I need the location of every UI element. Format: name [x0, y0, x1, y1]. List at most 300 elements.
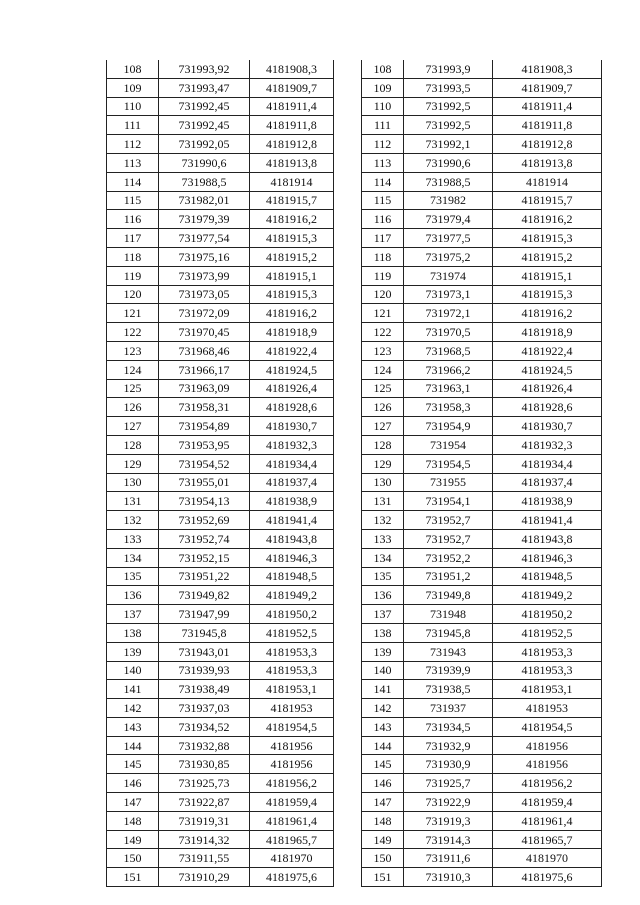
y-coordinate-cell: 4181915,2 — [250, 247, 334, 266]
point-number-cell: 140 — [362, 661, 404, 680]
y-coordinate-cell: 4181937,4 — [493, 473, 602, 492]
x-coordinate-cell: 731973,1 — [404, 285, 493, 304]
point-number-cell: 141 — [362, 680, 404, 699]
point-number-cell: 117 — [362, 229, 404, 248]
left-table-row — [107, 605, 334, 624]
x-coordinate-cell: 731911,6 — [404, 849, 493, 868]
right-table-row — [362, 379, 602, 398]
point-number-cell: 109 — [107, 78, 159, 97]
right-table-row — [362, 605, 602, 624]
y-coordinate-cell: 4181928,6 — [250, 398, 334, 417]
x-coordinate-cell: 731932,88 — [159, 736, 250, 755]
point-number-cell: 115 — [107, 191, 159, 210]
right-table-row — [362, 97, 602, 116]
y-coordinate-cell: 4181938,9 — [250, 492, 334, 511]
y-coordinate-cell: 4181952,5 — [250, 623, 334, 642]
right-table-row — [362, 153, 602, 172]
point-number-cell: 110 — [362, 97, 404, 116]
point-number-cell: 132 — [107, 511, 159, 530]
x-coordinate-cell: 731952,74 — [159, 529, 250, 548]
right-table-row — [362, 172, 602, 191]
point-number-cell: 142 — [107, 699, 159, 718]
y-coordinate-cell: 4181916,2 — [493, 304, 602, 323]
point-number-cell: 145 — [362, 755, 404, 774]
right-table-row — [362, 511, 602, 530]
y-coordinate-cell: 4181953,1 — [493, 680, 602, 699]
x-coordinate-cell: 731955 — [404, 473, 493, 492]
x-coordinate-cell: 731934,5 — [404, 717, 493, 736]
right-table-row — [362, 830, 602, 849]
left-table-row — [107, 454, 334, 473]
y-coordinate-cell: 4181930,7 — [493, 417, 602, 436]
x-coordinate-cell: 731954,89 — [159, 417, 250, 436]
y-coordinate-cell: 4181959,4 — [250, 793, 334, 812]
right-table-row — [362, 266, 602, 285]
point-number-cell: 114 — [107, 172, 159, 191]
left-table-row — [107, 398, 334, 417]
right-table-row — [362, 680, 602, 699]
y-coordinate-cell: 4181946,3 — [250, 548, 334, 567]
right-table-row — [362, 116, 602, 135]
right-table-row — [362, 473, 602, 492]
left-table-row — [107, 116, 334, 135]
y-coordinate-cell: 4181975,6 — [250, 868, 334, 887]
x-coordinate-cell: 731977,5 — [404, 229, 493, 248]
y-coordinate-cell: 4181932,3 — [493, 435, 602, 454]
y-coordinate-cell: 4181911,8 — [250, 116, 334, 135]
left-table-row — [107, 642, 334, 661]
right-table-body — [362, 60, 602, 887]
point-number-cell: 140 — [107, 661, 159, 680]
x-coordinate-cell: 731930,85 — [159, 755, 250, 774]
y-coordinate-cell: 4181915,2 — [493, 247, 602, 266]
y-coordinate-cell: 4181914 — [493, 172, 602, 191]
right-table-row — [362, 398, 602, 417]
point-number-cell: 111 — [107, 116, 159, 135]
x-coordinate-cell: 731943 — [404, 642, 493, 661]
left-table-row — [107, 304, 334, 323]
x-coordinate-cell: 731937,03 — [159, 699, 250, 718]
right-table-row — [362, 717, 602, 736]
left-table-row — [107, 680, 334, 699]
x-coordinate-cell: 731919,31 — [159, 811, 250, 830]
y-coordinate-cell: 4181934,4 — [493, 454, 602, 473]
y-coordinate-cell: 4181912,8 — [250, 135, 334, 154]
x-coordinate-cell: 731910,29 — [159, 868, 250, 887]
left-table-row — [107, 191, 334, 210]
right-table-row — [362, 699, 602, 718]
point-number-cell: 111 — [362, 116, 404, 135]
x-coordinate-cell: 731937 — [404, 699, 493, 718]
x-coordinate-cell: 731954,5 — [404, 454, 493, 473]
right-coordinate-table — [361, 60, 602, 887]
left-table-row — [107, 849, 334, 868]
point-number-cell: 108 — [107, 60, 159, 78]
point-number-cell: 126 — [107, 398, 159, 417]
right-table-row — [362, 285, 602, 304]
point-number-cell: 129 — [362, 454, 404, 473]
point-number-cell: 119 — [362, 266, 404, 285]
right-table-row — [362, 868, 602, 887]
point-number-cell: 135 — [107, 567, 159, 586]
left-table-row — [107, 586, 334, 605]
x-coordinate-cell: 731938,49 — [159, 680, 250, 699]
x-coordinate-cell: 731988,5 — [159, 172, 250, 191]
x-coordinate-cell: 731993,9 — [404, 60, 493, 78]
x-coordinate-cell: 731949,8 — [404, 586, 493, 605]
right-table-row — [362, 60, 602, 78]
x-coordinate-cell: 731992,05 — [159, 135, 250, 154]
left-table-row — [107, 548, 334, 567]
y-coordinate-cell: 4181932,3 — [250, 435, 334, 454]
point-number-cell: 118 — [362, 247, 404, 266]
left-table-row — [107, 868, 334, 887]
x-coordinate-cell: 731970,5 — [404, 323, 493, 342]
point-number-cell: 138 — [107, 623, 159, 642]
point-number-cell: 143 — [362, 717, 404, 736]
point-number-cell: 135 — [362, 567, 404, 586]
y-coordinate-cell: 4181943,8 — [250, 529, 334, 548]
right-table-row — [362, 849, 602, 868]
left-table-row — [107, 473, 334, 492]
point-number-cell: 137 — [107, 605, 159, 624]
point-number-cell: 110 — [107, 97, 159, 116]
y-coordinate-cell: 4181926,4 — [250, 379, 334, 398]
x-coordinate-cell: 731952,15 — [159, 548, 250, 567]
y-coordinate-cell: 4181938,9 — [493, 492, 602, 511]
y-coordinate-cell: 4181953,3 — [250, 642, 334, 661]
point-number-cell: 151 — [362, 868, 404, 887]
left-table-row — [107, 511, 334, 530]
x-coordinate-cell: 731970,45 — [159, 323, 250, 342]
y-coordinate-cell: 4181965,7 — [250, 830, 334, 849]
y-coordinate-cell: 4181970 — [493, 849, 602, 868]
point-number-cell: 130 — [107, 473, 159, 492]
point-number-cell: 141 — [107, 680, 159, 699]
point-number-cell: 117 — [107, 229, 159, 248]
left-table-row — [107, 661, 334, 680]
y-coordinate-cell: 4181915,1 — [250, 266, 334, 285]
point-number-cell: 139 — [107, 642, 159, 661]
point-number-cell: 144 — [107, 736, 159, 755]
y-coordinate-cell: 4181949,2 — [250, 586, 334, 605]
right-table-row — [362, 567, 602, 586]
x-coordinate-cell: 731922,87 — [159, 793, 250, 812]
point-number-cell: 112 — [107, 135, 159, 154]
point-number-cell: 125 — [107, 379, 159, 398]
x-coordinate-cell: 731911,55 — [159, 849, 250, 868]
left-table-row — [107, 97, 334, 116]
point-number-cell: 123 — [107, 341, 159, 360]
x-coordinate-cell: 731914,32 — [159, 830, 250, 849]
y-coordinate-cell: 4181911,8 — [493, 116, 602, 135]
y-coordinate-cell: 4181937,4 — [250, 473, 334, 492]
point-number-cell: 131 — [362, 492, 404, 511]
right-table-row — [362, 78, 602, 97]
y-coordinate-cell: 4181950,2 — [250, 605, 334, 624]
x-coordinate-cell: 731974 — [404, 266, 493, 285]
y-coordinate-cell: 4181928,6 — [493, 398, 602, 417]
x-coordinate-cell: 731975,16 — [159, 247, 250, 266]
point-number-cell: 114 — [362, 172, 404, 191]
point-number-cell: 121 — [107, 304, 159, 323]
point-number-cell: 129 — [107, 454, 159, 473]
point-number-cell: 136 — [362, 586, 404, 605]
point-number-cell: 123 — [362, 341, 404, 360]
point-number-cell: 147 — [107, 793, 159, 812]
x-coordinate-cell: 731943,01 — [159, 642, 250, 661]
y-coordinate-cell: 4181948,5 — [493, 567, 602, 586]
x-coordinate-cell: 731958,3 — [404, 398, 493, 417]
right-table-row — [362, 191, 602, 210]
left-table-row — [107, 285, 334, 304]
y-coordinate-cell: 4181948,5 — [250, 567, 334, 586]
right-table-row — [362, 586, 602, 605]
y-coordinate-cell: 4181952,5 — [493, 623, 602, 642]
y-coordinate-cell: 4181915,3 — [493, 229, 602, 248]
point-number-cell: 136 — [107, 586, 159, 605]
x-coordinate-cell: 731952,7 — [404, 529, 493, 548]
x-coordinate-cell: 731973,05 — [159, 285, 250, 304]
x-coordinate-cell: 731953,95 — [159, 435, 250, 454]
y-coordinate-cell: 4181956,2 — [493, 774, 602, 793]
left-table-row — [107, 435, 334, 454]
y-coordinate-cell: 4181911,4 — [250, 97, 334, 116]
x-coordinate-cell: 731919,3 — [404, 811, 493, 830]
point-number-cell: 121 — [362, 304, 404, 323]
right-table-row — [362, 811, 602, 830]
right-table-row — [362, 623, 602, 642]
y-coordinate-cell: 4181956 — [250, 755, 334, 774]
y-coordinate-cell: 4181908,3 — [250, 60, 334, 78]
right-table-row — [362, 341, 602, 360]
y-coordinate-cell: 4181908,3 — [493, 60, 602, 78]
y-coordinate-cell: 4181915,7 — [493, 191, 602, 210]
left-table-row — [107, 341, 334, 360]
x-coordinate-cell: 731925,73 — [159, 774, 250, 793]
y-coordinate-cell: 4181953 — [493, 699, 602, 718]
x-coordinate-cell: 731982 — [404, 191, 493, 210]
y-coordinate-cell: 4181941,4 — [493, 511, 602, 530]
y-coordinate-cell: 4181946,3 — [493, 548, 602, 567]
x-coordinate-cell: 731968,5 — [404, 341, 493, 360]
y-coordinate-cell: 4181924,5 — [493, 360, 602, 379]
y-coordinate-cell: 4181959,4 — [493, 793, 602, 812]
point-number-cell: 134 — [362, 548, 404, 567]
x-coordinate-cell: 731990,6 — [159, 153, 250, 172]
left-table-row — [107, 210, 334, 229]
y-coordinate-cell: 4181922,4 — [493, 341, 602, 360]
x-coordinate-cell: 731955,01 — [159, 473, 250, 492]
x-coordinate-cell: 731972,09 — [159, 304, 250, 323]
y-coordinate-cell: 4181924,5 — [250, 360, 334, 379]
left-table-row — [107, 492, 334, 511]
x-coordinate-cell: 731930,9 — [404, 755, 493, 774]
left-table-row — [107, 699, 334, 718]
x-coordinate-cell: 731973,99 — [159, 266, 250, 285]
y-coordinate-cell: 4181912,8 — [493, 135, 602, 154]
y-coordinate-cell: 4181961,4 — [493, 811, 602, 830]
left-table-row — [107, 229, 334, 248]
right-table-row — [362, 417, 602, 436]
point-number-cell: 120 — [362, 285, 404, 304]
point-number-cell: 142 — [362, 699, 404, 718]
right-table-row — [362, 774, 602, 793]
y-coordinate-cell: 4181965,7 — [493, 830, 602, 849]
point-number-cell: 112 — [362, 135, 404, 154]
point-number-cell: 149 — [107, 830, 159, 849]
x-coordinate-cell: 731963,1 — [404, 379, 493, 398]
y-coordinate-cell: 4181930,7 — [250, 417, 334, 436]
right-table-row — [362, 736, 602, 755]
right-table-row — [362, 135, 602, 154]
x-coordinate-cell: 731945,8 — [159, 623, 250, 642]
x-coordinate-cell: 731992,45 — [159, 116, 250, 135]
y-coordinate-cell: 4181949,2 — [493, 586, 602, 605]
y-coordinate-cell: 4181941,4 — [250, 511, 334, 530]
x-coordinate-cell: 731966,2 — [404, 360, 493, 379]
x-coordinate-cell: 731990,6 — [404, 153, 493, 172]
x-coordinate-cell: 731992,5 — [404, 97, 493, 116]
left-table-row — [107, 830, 334, 849]
point-number-cell: 150 — [362, 849, 404, 868]
x-coordinate-cell: 731952,2 — [404, 548, 493, 567]
point-number-cell: 116 — [362, 210, 404, 229]
point-number-cell: 128 — [107, 435, 159, 454]
x-coordinate-cell: 731992,5 — [404, 116, 493, 135]
point-number-cell: 134 — [107, 548, 159, 567]
point-number-cell: 108 — [362, 60, 404, 78]
right-table-row — [362, 435, 602, 454]
left-table-row — [107, 717, 334, 736]
left-table-row — [107, 623, 334, 642]
right-table-row — [362, 548, 602, 567]
point-number-cell: 144 — [362, 736, 404, 755]
x-coordinate-cell: 731954,1 — [404, 492, 493, 511]
point-number-cell: 143 — [107, 717, 159, 736]
x-coordinate-cell: 731947,99 — [159, 605, 250, 624]
x-coordinate-cell: 731977,54 — [159, 229, 250, 248]
x-coordinate-cell: 731939,93 — [159, 661, 250, 680]
x-coordinate-cell: 731954,52 — [159, 454, 250, 473]
point-number-cell: 116 — [107, 210, 159, 229]
point-number-cell: 126 — [362, 398, 404, 417]
y-coordinate-cell: 4181918,9 — [493, 323, 602, 342]
right-table-row — [362, 793, 602, 812]
point-number-cell: 127 — [362, 417, 404, 436]
x-coordinate-cell: 731948 — [404, 605, 493, 624]
point-number-cell: 146 — [362, 774, 404, 793]
left-table-row — [107, 567, 334, 586]
y-coordinate-cell: 4181915,7 — [250, 191, 334, 210]
x-coordinate-cell: 731952,7 — [404, 511, 493, 530]
x-coordinate-cell: 731949,82 — [159, 586, 250, 605]
point-number-cell: 146 — [107, 774, 159, 793]
point-number-cell: 149 — [362, 830, 404, 849]
right-table-row — [362, 661, 602, 680]
x-coordinate-cell: 731988,5 — [404, 172, 493, 191]
y-coordinate-cell: 4181909,7 — [250, 78, 334, 97]
point-number-cell: 120 — [107, 285, 159, 304]
x-coordinate-cell: 731958,31 — [159, 398, 250, 417]
point-number-cell: 138 — [362, 623, 404, 642]
left-table-row — [107, 135, 334, 154]
point-number-cell: 115 — [362, 191, 404, 210]
y-coordinate-cell: 4181934,4 — [250, 454, 334, 473]
y-coordinate-cell: 4181954,5 — [250, 717, 334, 736]
point-number-cell: 113 — [107, 153, 159, 172]
y-coordinate-cell: 4181909,7 — [493, 78, 602, 97]
x-coordinate-cell: 731939,9 — [404, 661, 493, 680]
point-number-cell: 147 — [362, 793, 404, 812]
point-number-cell: 133 — [107, 529, 159, 548]
left-table-row — [107, 153, 334, 172]
y-coordinate-cell: 4181915,3 — [250, 285, 334, 304]
point-number-cell: 124 — [107, 360, 159, 379]
x-coordinate-cell: 731992,1 — [404, 135, 493, 154]
x-coordinate-cell: 731945,8 — [404, 623, 493, 642]
y-coordinate-cell: 4181914 — [250, 172, 334, 191]
point-number-cell: 148 — [107, 811, 159, 830]
x-coordinate-cell: 731968,46 — [159, 341, 250, 360]
right-table-row — [362, 529, 602, 548]
y-coordinate-cell: 4181953,1 — [250, 680, 334, 699]
left-coordinate-table — [106, 60, 334, 887]
left-table-row — [107, 360, 334, 379]
y-coordinate-cell: 4181913,8 — [493, 153, 602, 172]
left-table-row — [107, 60, 334, 78]
y-coordinate-cell: 4181911,4 — [493, 97, 602, 116]
x-coordinate-cell: 731922,9 — [404, 793, 493, 812]
x-coordinate-cell: 731934,52 — [159, 717, 250, 736]
x-coordinate-cell: 731975,2 — [404, 247, 493, 266]
point-number-cell: 122 — [362, 323, 404, 342]
y-coordinate-cell: 4181956,2 — [250, 774, 334, 793]
point-number-cell: 131 — [107, 492, 159, 511]
point-number-cell: 139 — [362, 642, 404, 661]
point-number-cell: 127 — [107, 417, 159, 436]
y-coordinate-cell: 4181916,2 — [250, 304, 334, 323]
x-coordinate-cell: 731993,47 — [159, 78, 250, 97]
point-number-cell: 133 — [362, 529, 404, 548]
x-coordinate-cell: 731993,92 — [159, 60, 250, 78]
left-table-row — [107, 755, 334, 774]
x-coordinate-cell: 731992,45 — [159, 97, 250, 116]
x-coordinate-cell: 731963,09 — [159, 379, 250, 398]
x-coordinate-cell: 731979,4 — [404, 210, 493, 229]
y-coordinate-cell: 4181918,9 — [250, 323, 334, 342]
y-coordinate-cell: 4181915,1 — [493, 266, 602, 285]
right-table-row — [362, 492, 602, 511]
point-number-cell: 124 — [362, 360, 404, 379]
y-coordinate-cell: 4181926,4 — [493, 379, 602, 398]
x-coordinate-cell: 731951,22 — [159, 567, 250, 586]
y-coordinate-cell: 4181970 — [250, 849, 334, 868]
point-number-cell: 148 — [362, 811, 404, 830]
point-number-cell: 145 — [107, 755, 159, 774]
point-number-cell: 151 — [107, 868, 159, 887]
left-table-row — [107, 379, 334, 398]
y-coordinate-cell: 4181956 — [493, 736, 602, 755]
right-table-row — [362, 360, 602, 379]
y-coordinate-cell: 4181915,3 — [250, 229, 334, 248]
y-coordinate-cell: 4181943,8 — [493, 529, 602, 548]
y-coordinate-cell: 4181916,2 — [250, 210, 334, 229]
left-table-row — [107, 172, 334, 191]
left-table-row — [107, 811, 334, 830]
x-coordinate-cell: 731954 — [404, 435, 493, 454]
y-coordinate-cell: 4181956 — [250, 736, 334, 755]
